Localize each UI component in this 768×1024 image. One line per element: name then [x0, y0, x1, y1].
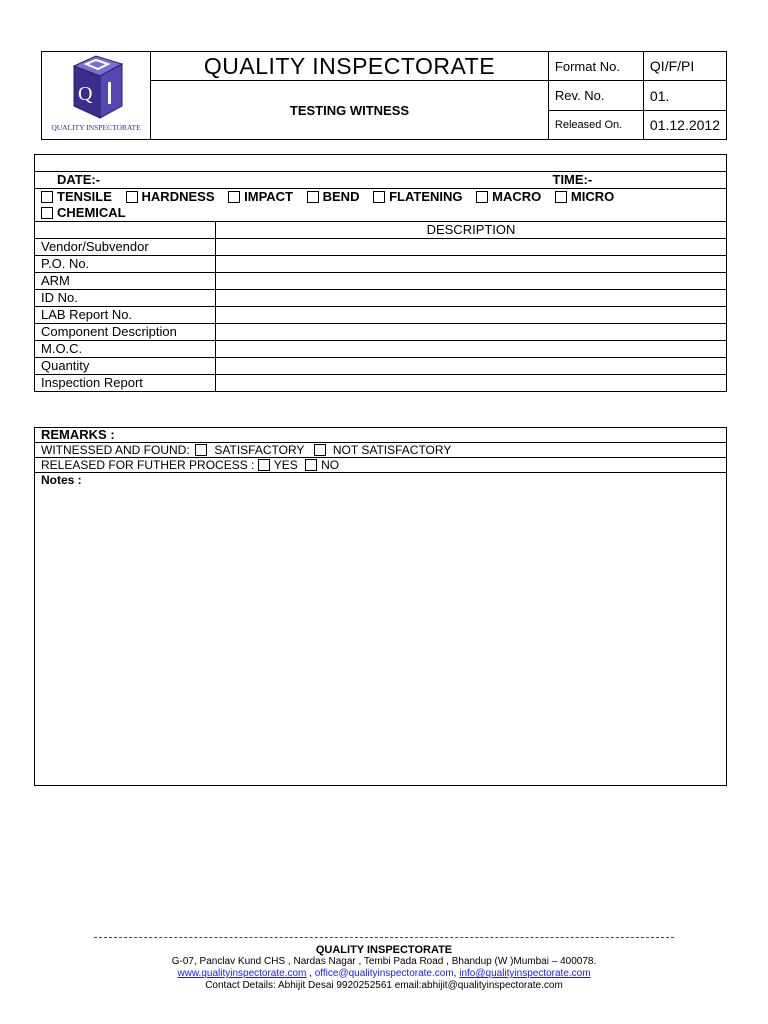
- rev-label: Rev. No.: [548, 81, 643, 111]
- chemical-checkbox[interactable]: [41, 207, 53, 219]
- date-time-row: [35, 172, 727, 189]
- test-option-tensile[interactable]: TENSILE: [41, 189, 112, 204]
- row-label-moc: M.O.C.: [35, 341, 216, 358]
- yes-checkbox[interactable]: [258, 459, 270, 471]
- released-label: Released On.: [548, 111, 643, 140]
- impact-checkbox[interactable]: [228, 191, 240, 203]
- website-link[interactable]: www.qualityinspectorate.com: [177, 968, 307, 979]
- footer-address: G-07, Panclav Kund CHS , Nardas Nagar , Tembi Pada Road , Bhandup (W )Mumbai – 400078.: [171, 956, 597, 967]
- footer-separator: ,: [453, 968, 460, 979]
- satisfactory-checkbox[interactable]: [195, 444, 207, 456]
- released-process-label: RELEASED FOR FUTHER PROCESS :: [41, 458, 255, 472]
- row-label-quantity: Quantity: [35, 358, 216, 375]
- id-field[interactable]: [216, 290, 727, 307]
- form-subtitle: TESTING WITNESS: [151, 81, 549, 140]
- no-checkbox[interactable]: [305, 459, 317, 471]
- logo-caption: QUALITY INSPECTORATE: [51, 123, 141, 132]
- logo-letter-q: Q: [78, 83, 93, 105]
- not-satisfactory-checkbox[interactable]: [314, 444, 326, 456]
- row-label-lab-report: LAB Report No.: [35, 307, 216, 324]
- remarks-title: REMARKS :: [35, 428, 727, 443]
- test-types-row: [35, 189, 727, 222]
- hardness-checkbox[interactable]: [126, 191, 138, 203]
- macro-checkbox[interactable]: [476, 191, 488, 203]
- row-label-id: ID No.: [35, 290, 216, 307]
- not-satisfactory-label: NOT SATISFACTORY: [332, 443, 452, 457]
- test-option-impact[interactable]: IMPACT: [228, 189, 293, 204]
- released-value: 01.12.2012: [643, 111, 726, 140]
- row-label-arm: ARM: [35, 273, 216, 290]
- blank-row: [35, 155, 727, 172]
- witnessed-label: WITNESSED AND FOUND:: [41, 443, 190, 457]
- po-field[interactable]: [216, 256, 727, 273]
- format-value: QI/F/PI: [643, 52, 726, 81]
- time-label: TIME:-: [552, 172, 593, 187]
- flatening-checkbox[interactable]: [373, 191, 385, 203]
- witnessed-row: [35, 443, 727, 458]
- office-email-link[interactable]: office@qualityinspectorate.com: [314, 968, 454, 979]
- date-label: DATE:-: [57, 172, 101, 187]
- test-option-flatening[interactable]: FLATENING: [373, 189, 462, 204]
- test-option-micro[interactable]: MICRO: [555, 189, 614, 204]
- info-email-link[interactable]: info@qualityinspectorate.com: [459, 968, 591, 979]
- notes-label: Notes :: [41, 473, 82, 487]
- logo: [42, 52, 151, 140]
- format-label: Format No.: [548, 52, 643, 81]
- footer-links: [0, 968, 768, 980]
- test-option-bend[interactable]: BEND: [307, 189, 360, 204]
- moc-field[interactable]: [216, 341, 727, 358]
- footer-separator: ,: [306, 968, 315, 979]
- inspection-report-field[interactable]: [216, 375, 727, 392]
- tensile-checkbox[interactable]: [41, 191, 53, 203]
- arm-field[interactable]: [216, 273, 727, 290]
- no-label: NO: [321, 458, 340, 472]
- test-option-chemical[interactable]: CHEMICAL: [41, 205, 126, 220]
- footer-divider: [94, 937, 674, 938]
- lab-report-field[interactable]: [216, 307, 727, 324]
- company-title: QUALITY INSPECTORATE: [151, 52, 549, 81]
- row-label-vendor: Vendor/Subvendor: [35, 239, 216, 256]
- test-option-hardness[interactable]: HARDNESS: [126, 189, 215, 204]
- row-label-inspection-report: Inspection Report: [35, 375, 216, 392]
- description-header-blank: [35, 222, 216, 239]
- satisfactory-label: SATISFACTORY: [214, 443, 305, 457]
- description-header: DESCRIPTION: [216, 222, 727, 239]
- notes-area[interactable]: [35, 473, 727, 786]
- quantity-field[interactable]: [216, 358, 727, 375]
- test-option-macro[interactable]: MACRO: [476, 189, 541, 204]
- released-row: [35, 458, 727, 473]
- header-table: [41, 51, 727, 140]
- row-label-component: Component Description: [35, 324, 216, 341]
- yes-label: YES: [273, 458, 298, 472]
- logo-cube-icon: [46, 52, 146, 134]
- micro-checkbox[interactable]: [555, 191, 567, 203]
- footer: [0, 944, 768, 992]
- component-field[interactable]: [216, 324, 727, 341]
- rev-value: 01.: [643, 81, 726, 111]
- bend-checkbox[interactable]: [307, 191, 319, 203]
- vendor-field[interactable]: [216, 239, 727, 256]
- row-label-po: P.O. No.: [35, 256, 216, 273]
- footer-title: QUALITY INSPECTORATE: [315, 944, 453, 956]
- testing-form: [34, 154, 727, 392]
- footer-contact: Contact Details: Abhijit Desai 9920252561 email:abhijit@qualityinspectorate.com: [205, 980, 563, 991]
- remarks-table: [34, 427, 727, 786]
